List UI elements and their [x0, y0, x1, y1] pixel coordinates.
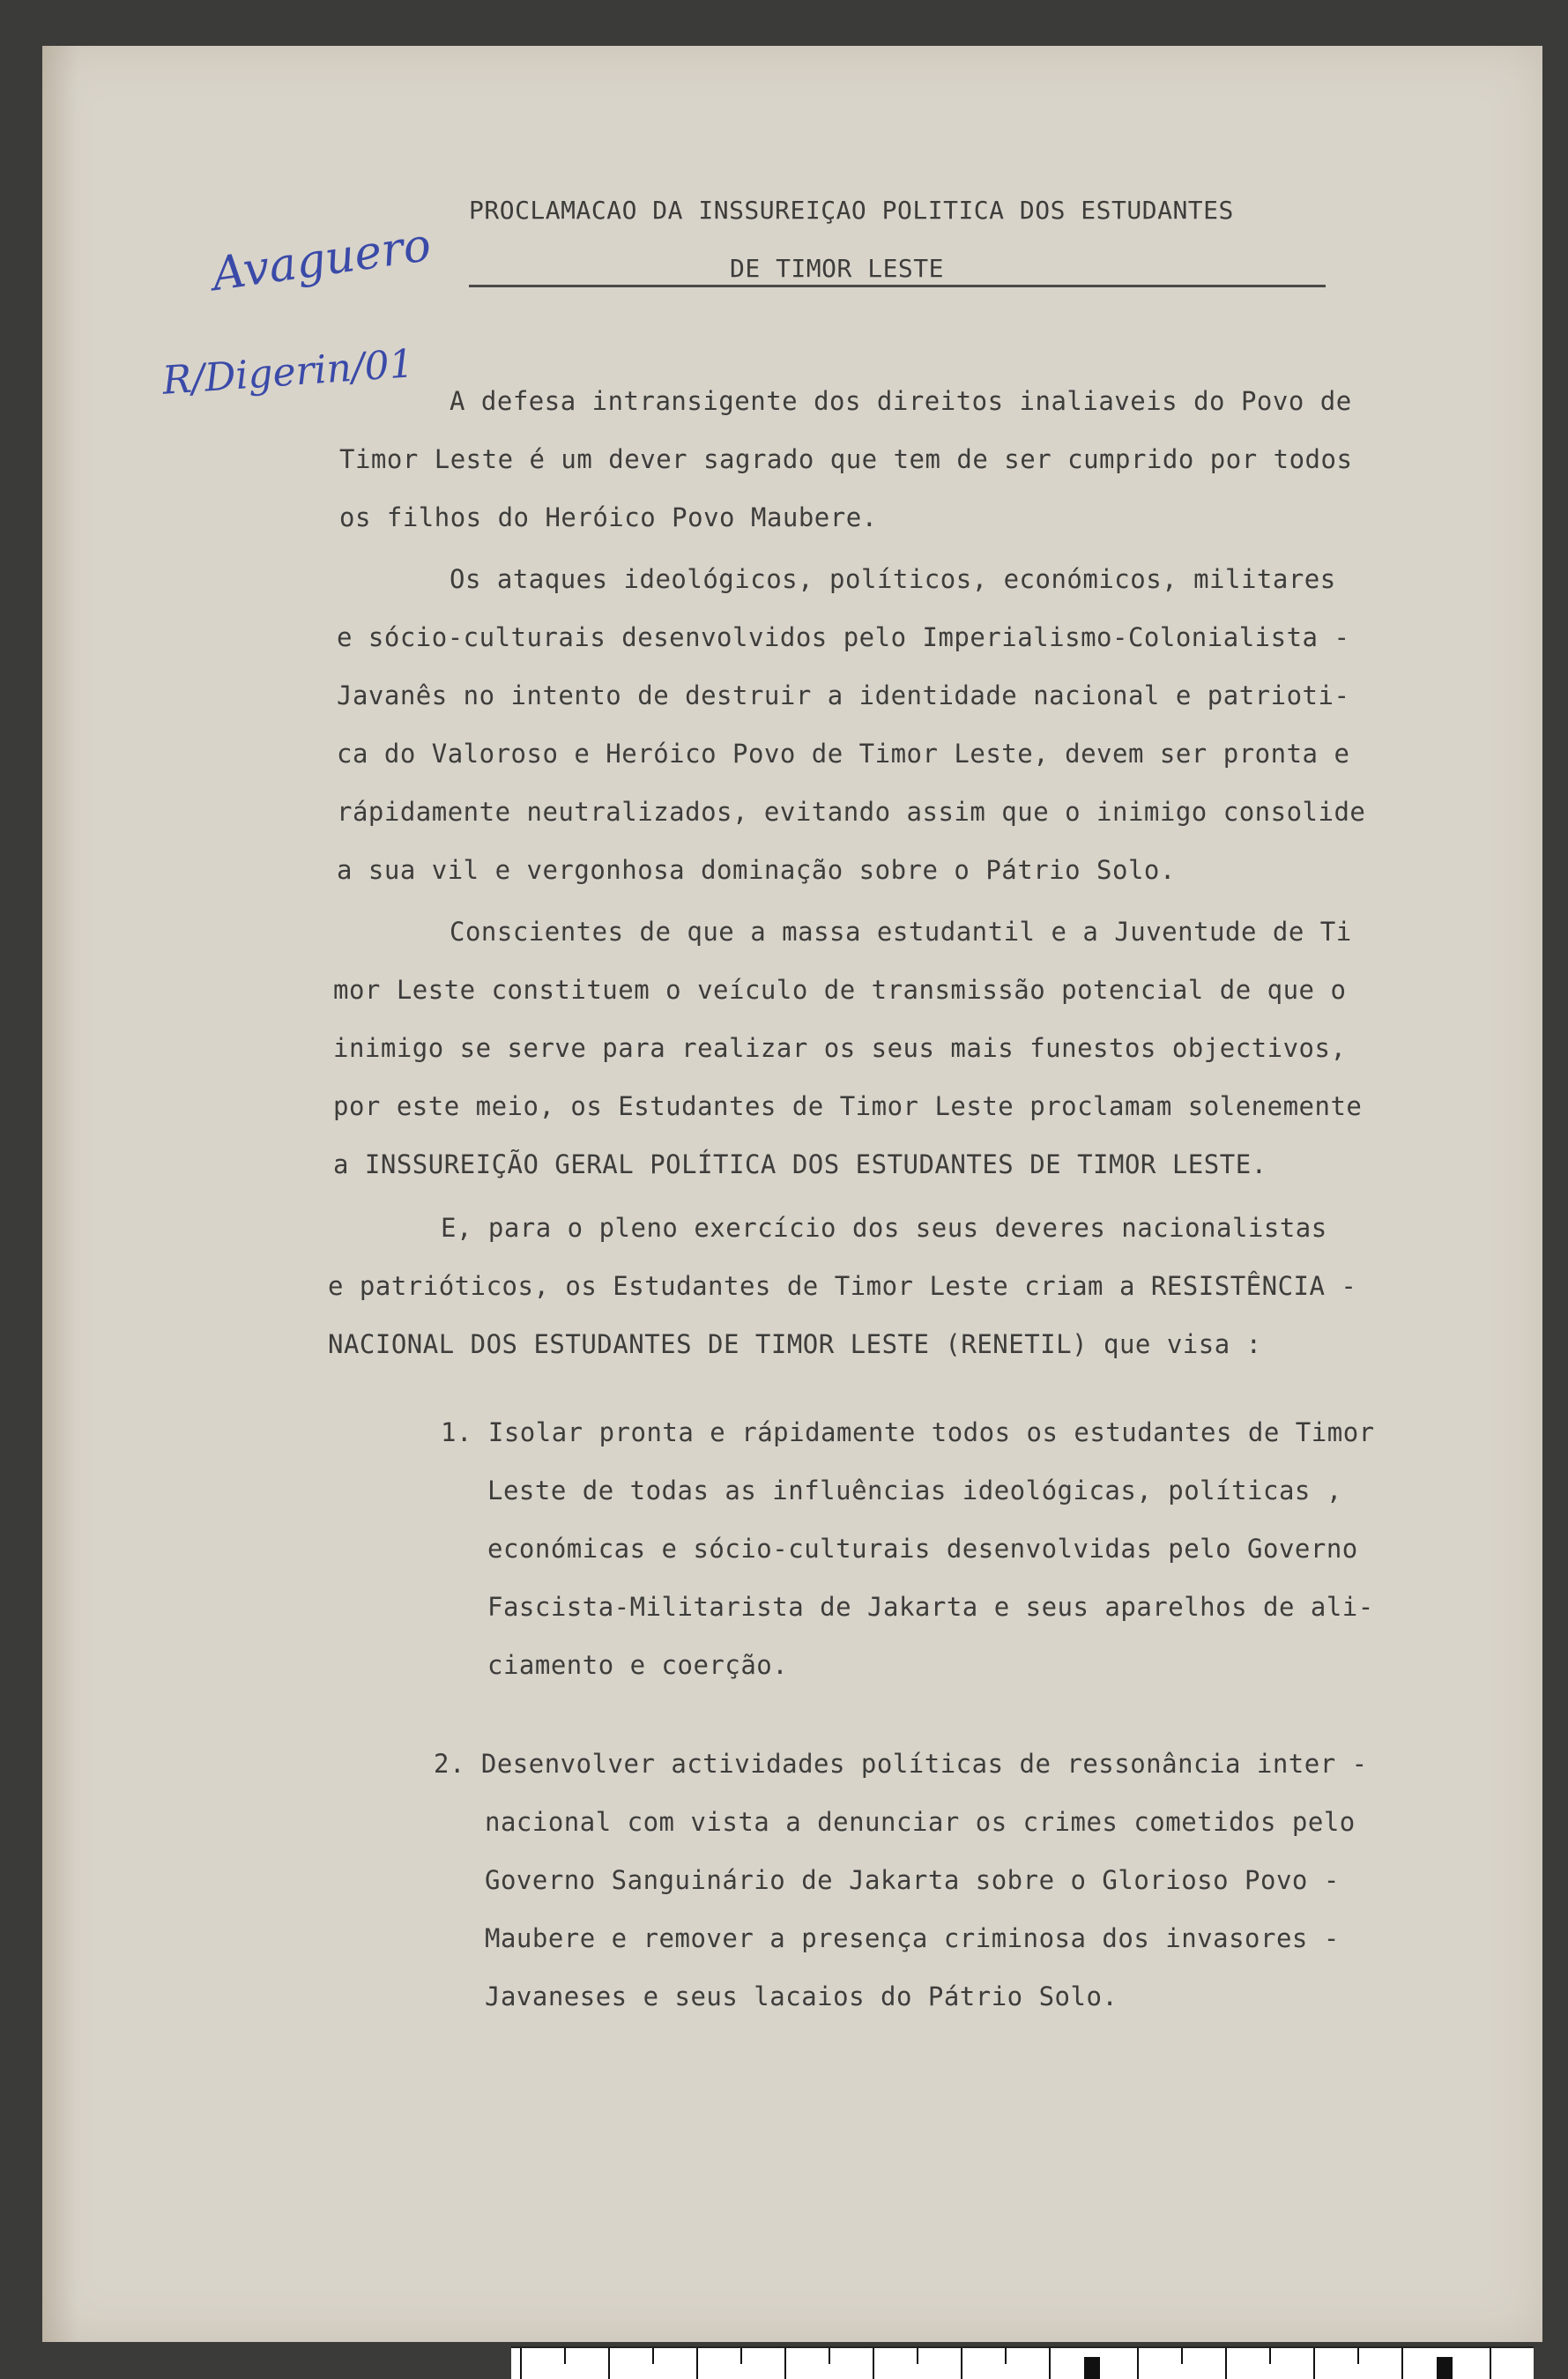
body-line: inimigo se serve para realizar os seus mais funestos objectivos,	[333, 1033, 1347, 1063]
list-item-2-line: 2. Desenvolver actividades políticas de ressonância inter -	[434, 1749, 1368, 1779]
list-item-1-line: Leste de todas as influências ideológicas, políticas ,	[487, 1476, 1342, 1505]
ruler-tick	[961, 2348, 962, 2379]
list-item-1-line: Fascista-Militarista de Jakarta e seus aparelhos de ali-	[487, 1592, 1374, 1622]
document-title-line-1: PROCLAMACAO DA INSSUREIÇAO POLITICA DOS ESTUDANTES	[469, 196, 1234, 225]
list-item-2-line: Maubere e remover a presença criminosa dos invasores -	[485, 1923, 1340, 1953]
ruler-tick	[784, 2348, 786, 2379]
body-line: mor Leste constituem o veículo de transmissão potencial de que o	[333, 975, 1347, 1005]
ruler-tick	[564, 2348, 566, 2364]
ruler-tick	[1181, 2348, 1183, 2364]
list-item-2-line: nacional com vista a denunciar os crimes cometidos pelo	[485, 1807, 1356, 1837]
ruler-block	[1084, 2357, 1100, 2379]
body-line: e patrióticos, os Estudantes de Timor Leste criam a RESISTÊNCIA -	[328, 1271, 1357, 1301]
body-line: NACIONAL DOS ESTUDANTES DE TIMOR LESTE (RENETIL) que visa :	[328, 1329, 1262, 1359]
body-line: Timor Leste é um dever sagrado que tem de ser cumprido por todos	[339, 444, 1353, 474]
list-item-2-line: Governo Sanguinário de Jakarta sobre o Glorioso Povo -	[485, 1865, 1340, 1895]
list-item-1-line: 1. Isolar pronta e rápidamente todos os estudantes de Timor	[441, 1417, 1375, 1447]
ruler-tick	[1225, 2348, 1227, 2379]
handwritten-signature: Avaguero	[209, 218, 435, 302]
ruler-tick	[1313, 2348, 1315, 2379]
ruler-tick	[873, 2348, 874, 2379]
body-line: Os ataques ideológicos, políticos, económicos, militares	[450, 564, 1336, 594]
ruler-tick	[1137, 2348, 1139, 2379]
handwritten-reference: R/Digerin/01	[160, 341, 416, 404]
document-title-line-2: DE TIMOR LESTE	[730, 254, 945, 283]
body-line: por este meio, os Estudantes de Timor Leste proclamam solenemente	[333, 1091, 1363, 1121]
ruler-tick	[1357, 2348, 1359, 2364]
ruler-tick	[520, 2348, 522, 2379]
ruler-tick	[608, 2348, 610, 2379]
body-line: a INSSUREIÇÃO GERAL POLÍTICA DOS ESTUDANTES DE TIMOR LESTE.	[333, 1149, 1267, 1179]
ruler-tick	[740, 2348, 742, 2364]
ruler-tick	[696, 2348, 698, 2379]
ruler-tick	[917, 2348, 918, 2364]
ruler-tick	[1490, 2348, 1491, 2379]
body-line: os filhos do Heróico Povo Maubere.	[339, 502, 878, 532]
body-line: rápidamente neutralizados, evitando assim que o inimigo consolide	[337, 797, 1366, 827]
ruler-tick	[1049, 2348, 1051, 2379]
ruler-block	[1437, 2357, 1453, 2379]
title-underline	[469, 285, 1326, 287]
list-item-1-line: ciamento e coerção.	[487, 1650, 789, 1680]
body-line: E, para o pleno exercício dos seus deveres nacionalistas	[441, 1213, 1327, 1243]
body-line: Conscientes de que a massa estudantil e a Juventude de Ti	[450, 917, 1352, 947]
ruler-tick	[1401, 2348, 1403, 2379]
body-line: ca do Valoroso e Heróico Povo de Timor Leste, devem ser pronta e	[337, 739, 1350, 769]
list-item-1-line: económicas e sócio-culturais desenvolvidas pelo Governo	[487, 1534, 1358, 1564]
ruler-tick	[652, 2348, 654, 2364]
body-line: A defesa intransigente dos direitos inaliaveis do Povo de	[450, 386, 1352, 416]
ruler-tick	[1005, 2348, 1007, 2364]
body-line: e sócio-culturais desenvolvidos pelo Imperialismo-Colonialista -	[337, 622, 1350, 652]
body-line: Javanês no intento de destruir a identidade nacional e patrioti-	[337, 680, 1350, 710]
scale-ruler	[511, 2346, 1534, 2379]
ruler-tick	[829, 2348, 830, 2364]
ruler-tick	[1269, 2348, 1271, 2364]
document-page	[42, 46, 1542, 2342]
body-line: a sua vil e vergonhosa dominação sobre o Pátrio Solo.	[337, 855, 1176, 885]
list-item-2-line: Javaneses e seus lacaios do Pátrio Solo.	[485, 1981, 1118, 2011]
